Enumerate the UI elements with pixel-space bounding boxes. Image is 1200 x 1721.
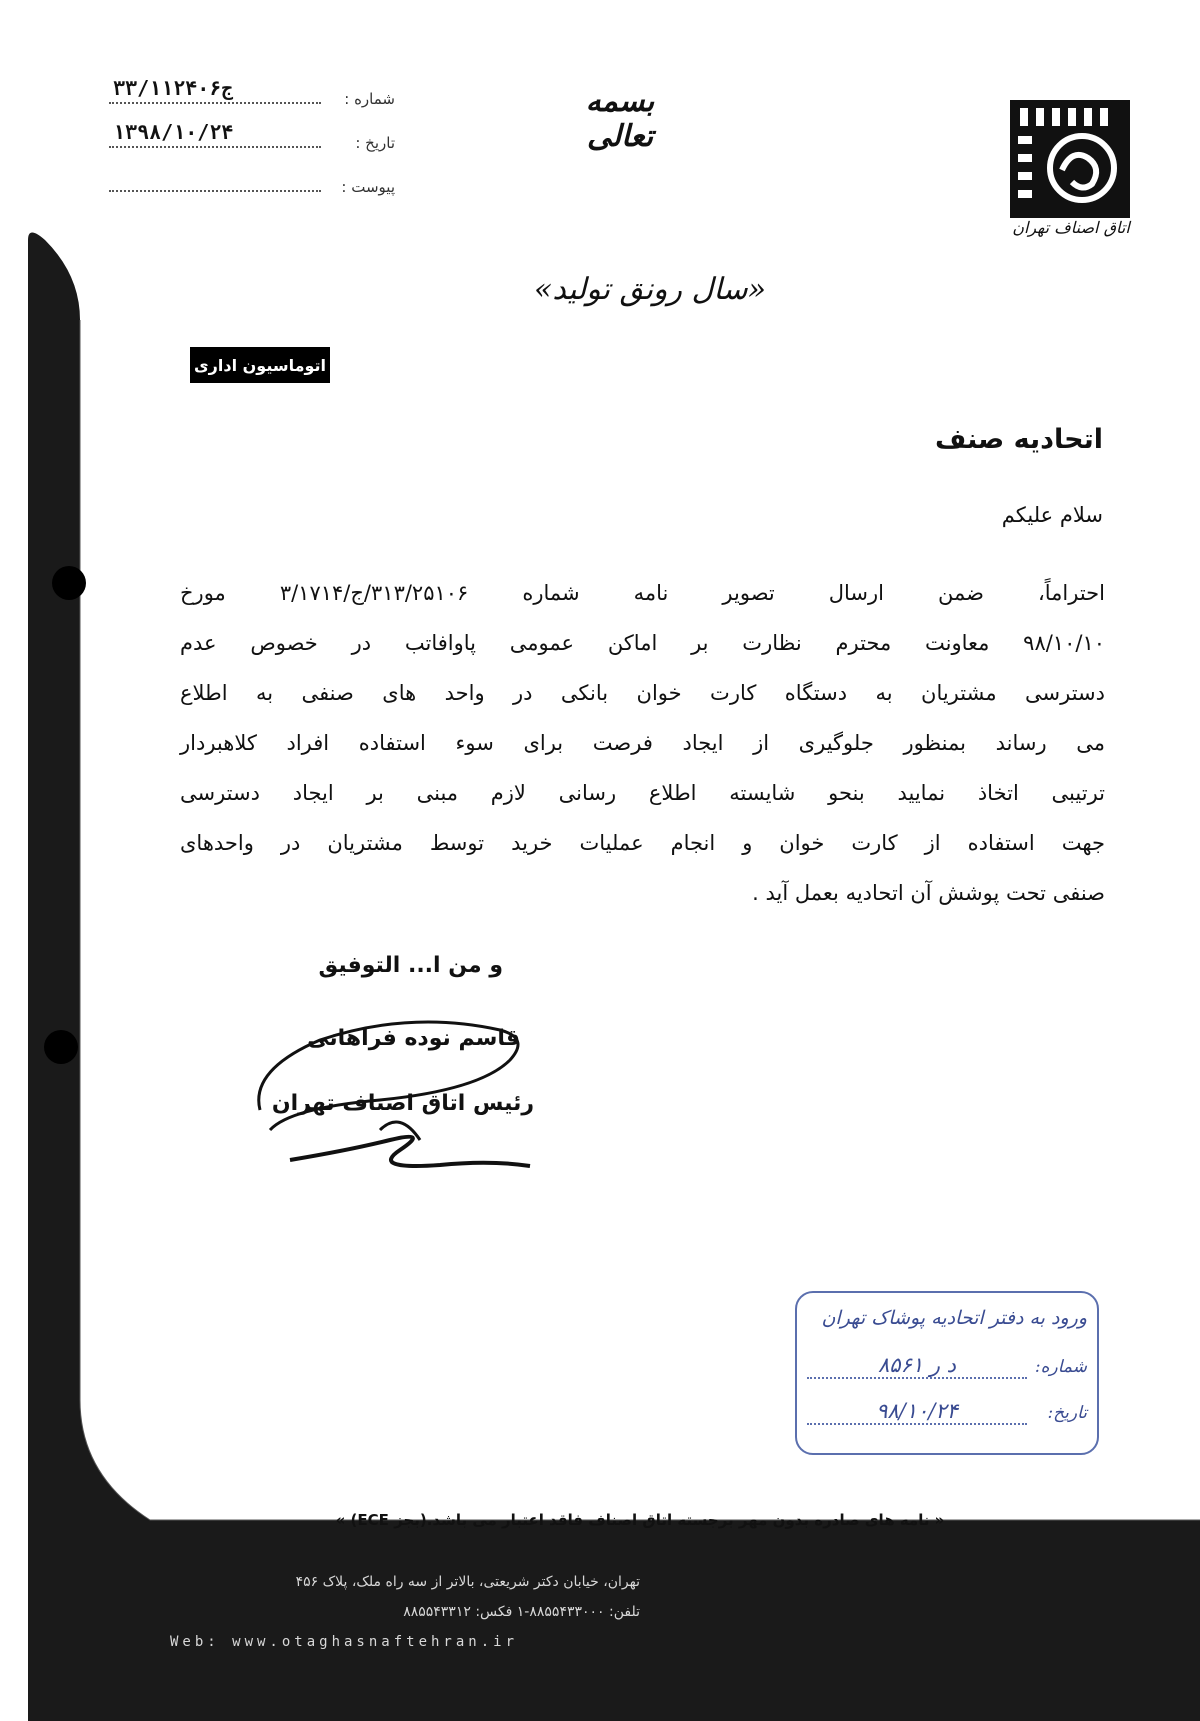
- signature-stroke: [290, 1137, 530, 1166]
- closing-phrase: و من ا... التوفیق: [318, 953, 503, 978]
- attachment-label: پیوست :: [341, 178, 395, 196]
- footer-note: « نامه های صادره بدون مهر برجسته اتاق اصناف فاقد اعتبار می باشد.(بجز ECE) »: [335, 1511, 945, 1529]
- stamp-number-row: [807, 1353, 1087, 1393]
- automation-badge: اتوماسیون اداری: [190, 347, 330, 383]
- stamp-date-label: تاریخ:: [1047, 1403, 1087, 1423]
- number-value: ۳۳/۱۱۲۴۰۶ج: [109, 76, 237, 100]
- dark-band-shape: [28, 233, 1200, 1721]
- body-line: جهت استفاده از کارت خوان و انجام عملیات خرید توسط مشتریان در واحدهای: [180, 831, 1105, 855]
- date-line: [109, 120, 321, 148]
- date-value: ۱۳۹۸/۱۰/۲۴: [109, 120, 237, 144]
- recipient: اتحادیه صنف: [934, 424, 1103, 455]
- body-line: صنفی تحت پوشش آن اتحادیه بعمل آید .: [752, 881, 1105, 905]
- phone-line: تلفن: ۸۸۵۵۴۳۳۰۰۰-۱ فکس: ۸۸۵۵۴۳۳۱۲: [403, 1604, 640, 1620]
- besmeh-heading: بسمه تعالی: [585, 84, 655, 154]
- received-stamp: [795, 1291, 1099, 1455]
- stamp-date-row: [807, 1399, 1087, 1439]
- body-line: می رساند بمنظور جلوگیری از ایجاد فرصت برای سوء استفاده افراد کلاهبردار: [180, 731, 1105, 755]
- signer-title: رئیس اتاق اصناف تهران: [271, 1091, 534, 1116]
- date-row: [105, 120, 395, 176]
- number-label: شماره :: [344, 90, 395, 108]
- number-line: [109, 76, 321, 104]
- body-line: ۹۸/۱۰/۱۰ معاونت محترم نظارت بر اماکن عمومی پاوافاتب در خصوص عدم: [180, 631, 1105, 655]
- website-line: Web: www.otaghasnaftehran.ir: [170, 1634, 519, 1650]
- greeting: سلام علیکم: [1001, 503, 1103, 527]
- year-slogan: «سال رونق تولید»: [534, 272, 766, 307]
- stamp-number-value: ۸۵۶۱ د ر: [807, 1353, 1027, 1379]
- stamp-title: ورود به دفتر اتحادیه پوشاک تهران: [821, 1307, 1087, 1329]
- date-label: تاریخ :: [355, 134, 395, 152]
- letter-body: [180, 568, 1105, 918]
- address-line: تهران، خیابان دکتر شریعتی، بالاتر از سه راه ملک، پلاک ۴۵۶: [295, 1574, 640, 1590]
- body-line: دسترسی مشتریان به دستگاه کارت خوان بانکی در واحد های صنفی به اطلاع: [180, 681, 1105, 705]
- attachment-line: [109, 176, 321, 192]
- stamp-date-value: ۹۸/۱۰/۲۴: [807, 1399, 1027, 1425]
- reference-block: [105, 76, 395, 220]
- body-line: احتراماً، ضمن ارسال تصویر نامه شماره ۳۱۳/۲۵۱۰۶/ج/۳/۱۷۱۴ مورخ: [180, 581, 1105, 605]
- punch-hole: [52, 566, 86, 600]
- address-block: [170, 1567, 640, 1657]
- signer-name: قاسم نوده فراهانی: [307, 1026, 520, 1051]
- body-line: ترتیبی اتخاذ نمایید بنحو شایسته اطلاع رسانی لازم مبنی بر ایجاد دسترسی: [180, 781, 1105, 805]
- signature-mark: [230, 990, 570, 1190]
- stamp-number-label: شماره:: [1034, 1357, 1087, 1377]
- signature-loop: [259, 1022, 518, 1130]
- attachment-row: [105, 176, 395, 220]
- logo-caption: اتاق اصناف تهران: [1012, 218, 1130, 237]
- punch-hole: [44, 1030, 78, 1064]
